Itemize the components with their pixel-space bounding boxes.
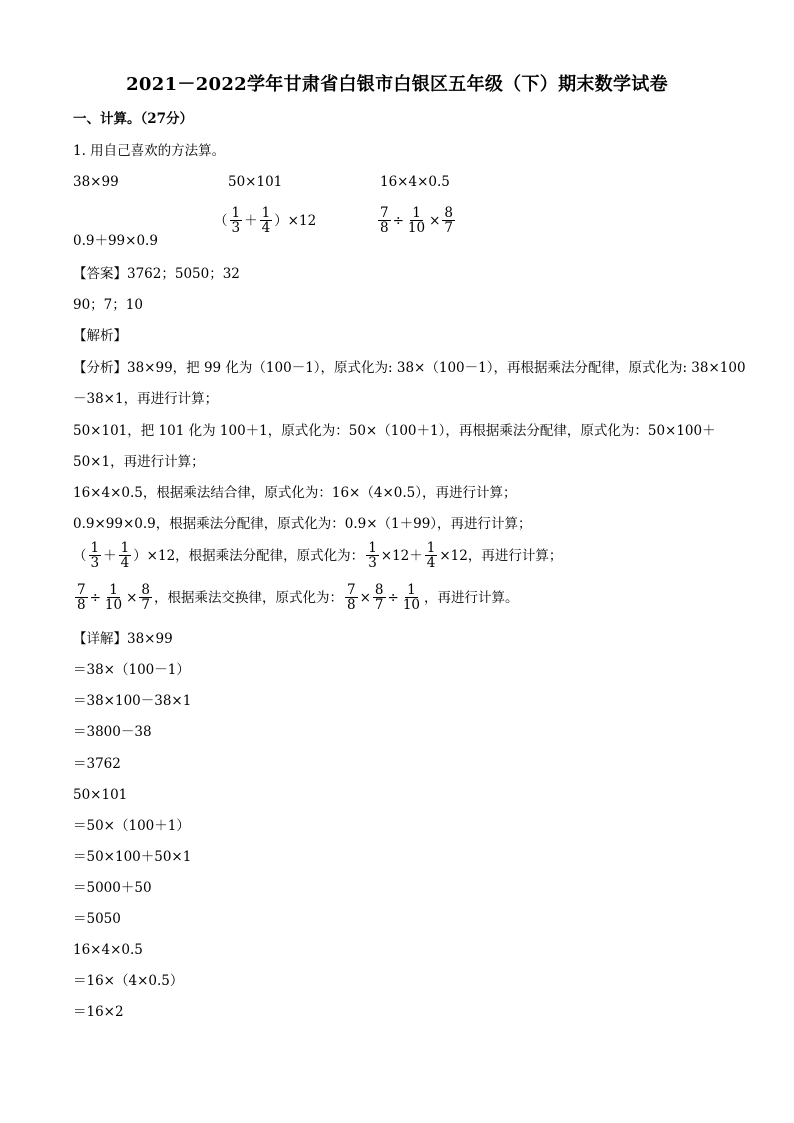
fraction: $\frac{1}{10}$ [402, 582, 420, 614]
expression-3: 16×4×0.5 [380, 174, 450, 190]
analysis-paragraph-2a: 50×101，把 101 化为 100＋1，原式化为：50×（100＋1），再根据乘法分配律，原式化为：50×100＋ [73, 423, 716, 439]
detail-line: ＝50×100＋50×1 [73, 849, 192, 865]
detail-line: ＝38×100－38×1 [73, 693, 192, 709]
page-title: 2021－2022学年甘肃省白银市白银区五年级（下）期末数学试卷 [126, 74, 668, 95]
analysis-paragraph-5: （ $\frac{1}{3}$ ＋ $\frac{1}{4}$ ）×12，根据乘法分配律，原式化为： $\frac{1}{3}$ ×12＋ $\frac{1}{4}$ ×12，再进行计算； [73, 540, 563, 572]
detail-line: 50×101 [73, 787, 128, 803]
answer-tag: 【答案】 [73, 266, 127, 282]
analysis-paragraph-2b: 50×1，再进行计算； [73, 454, 205, 470]
fraction: $\frac{7}{8}$ [380, 205, 389, 237]
detail-line: ＝50×（100＋1） [73, 818, 190, 834]
fraction: $\frac{7}{8}$ [77, 582, 86, 614]
fraction: $\frac{1}{3}$ [90, 540, 100, 572]
detail-line: ＝38×（100－1） [73, 662, 190, 678]
expression-4: 0.9＋99×0.9 [73, 233, 158, 249]
fraction: $\frac{1}{3}$ [368, 540, 377, 572]
expression-2: 50×101 [228, 174, 283, 190]
analysis-paragraph-1a: 【分析】38×99，把 99 化为（100－1），原式化为: 38×（100－1），再根据乘法分配律，原式化为: 38×100 [73, 360, 746, 376]
detail-line: ＝5050 [73, 911, 121, 927]
question-prompt: 1. 用自己喜欢的方法算。 [73, 143, 226, 159]
analysis-paragraph-3: 16×4×0.5，根据乘法结合律，原式化为：16×（4×0.5），再进行计算； [73, 485, 517, 501]
fraction: $\frac{1}{4}$ [120, 540, 130, 572]
section-heading: 一、计算。（27分） [73, 111, 194, 127]
fraction: $\frac{1}{3}$ [231, 205, 241, 237]
fraction: $\frac{7}{8}$ [347, 582, 356, 614]
fraction: $\frac{1}{10}$ [104, 582, 123, 614]
detail-line: ＝16×2 [73, 1004, 124, 1020]
fraction: $\frac{8}{7}$ [374, 582, 384, 614]
fraction: $\frac{1}{4}$ [261, 205, 271, 237]
detail-line: 16×4×0.5 [73, 942, 143, 958]
fraction: $\frac{1}{10}$ [407, 205, 426, 237]
fraction: $\frac{8}{7}$ [141, 582, 150, 614]
fraction: $\frac{1}{4}$ [426, 540, 436, 572]
analysis-paragraph-4: 0.9×99×0.9，根据乘法分配律，原式化为：0.9×（1＋99），再进行计算； [73, 516, 532, 532]
analysis-paragraph-6: $\frac{7}{8}$ ÷ $\frac{1}{10}$ × $\frac{8}{7}$ ，根据乘法交换律，原式化为： $\frac{7}{8}$ × $\frac{8}{7}$ ÷ $\frac{1}{10}$ ，再进行计算。 [77, 582, 519, 614]
fraction: $\frac{8}{7}$ [444, 205, 453, 237]
answer-line-2: 90；7；10 [73, 297, 143, 313]
analysis-paragraph-1b: －38×1，再进行计算； [73, 391, 219, 407]
analysis-tag: 【解析】 [73, 328, 127, 344]
expression-6: $\frac{7}{8}$ ÷ $\frac{1}{10}$ × $\frac{8}{7}$ [380, 205, 453, 237]
expression-1: 38×99 [73, 174, 119, 190]
detail-tag: 【详解】 [73, 631, 127, 647]
expression-5: （ $\frac{1}{3}$ ＋ $\frac{1}{4}$ ）×12 [214, 205, 317, 237]
detail-line: 【详解】38×99 [73, 631, 173, 647]
detail-line: ＝16×（4×0.5） [73, 973, 184, 989]
answer-line-1: 【答案】3762；5050；32 [73, 266, 240, 282]
detail-line: ＝3762 [73, 756, 121, 772]
detail-line: ＝5000＋50 [73, 880, 152, 896]
detail-line: ＝3800－38 [73, 724, 152, 740]
